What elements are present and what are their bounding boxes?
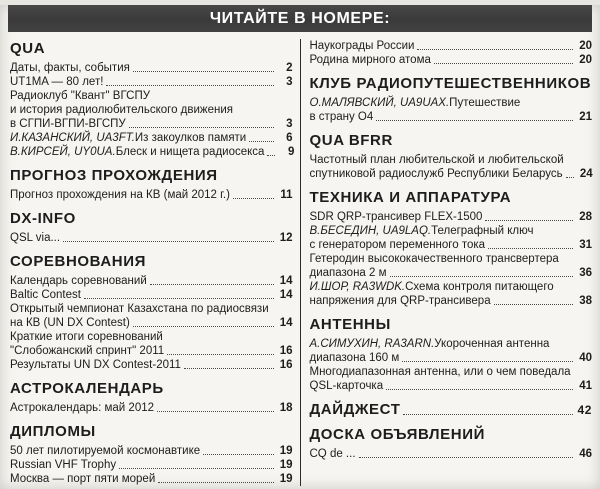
- section-title-text: DX-INFO: [10, 210, 76, 227]
- page-number: 11: [280, 189, 293, 201]
- page-number: 3: [286, 76, 293, 88]
- dot-leader: [184, 368, 274, 369]
- toc-item-line: [310, 379, 593, 393]
- dot-leader: [167, 354, 273, 355]
- toc-section: [310, 190, 593, 308]
- toc-item-line: [10, 358, 293, 372]
- toc-item-line: [310, 252, 593, 266]
- toc-item-text: Russian VHF Trophy: [10, 459, 117, 471]
- toc-section: [310, 133, 593, 181]
- toc-item-line: [310, 294, 593, 308]
- toc-item-line: [310, 238, 593, 252]
- page-number: 21: [579, 111, 592, 123]
- dot-leader: [417, 49, 573, 50]
- toc-item-line: [310, 167, 593, 181]
- toc-item-text: Частотный план любительской и любительской: [309, 154, 564, 166]
- dot-leader: [119, 468, 273, 469]
- toc-item-text: спутниковой радиослужб Республики Беларусь: [309, 168, 563, 180]
- section-title-text: СОРЕВНОВАНИЯ: [10, 253, 146, 270]
- page-number: 18: [279, 402, 293, 414]
- toc-item-text: Родина мирного атома: [309, 54, 431, 66]
- dot-leader: [157, 411, 273, 412]
- toc-item-text: с генератором переменного тока: [309, 239, 486, 251]
- dot-leader: [233, 198, 274, 199]
- page-number: 38: [579, 295, 592, 307]
- toc-item-line: [10, 131, 293, 145]
- toc-item-text: Календарь соревнований: [10, 275, 147, 287]
- section-title-text: КЛУБ РАДИОПУТЕШЕСТВЕННИКОВ: [309, 75, 592, 92]
- toc-item-line: [10, 302, 293, 316]
- page-number: 14: [279, 317, 293, 329]
- page-number: 19: [279, 473, 293, 485]
- section-title: [10, 254, 293, 270]
- toc-item-line: [10, 316, 293, 330]
- section-title: [10, 381, 293, 397]
- page-number: 16: [279, 359, 293, 371]
- toc-item-line: [10, 274, 293, 288]
- toc-item-line: [10, 330, 293, 344]
- toc-item-line: [310, 39, 593, 53]
- toc-item-text: Прогноз прохождения на КВ (май 2012 г.): [10, 189, 230, 201]
- toc-item-line: [10, 231, 293, 245]
- toc-item-line: [310, 53, 593, 67]
- section-title-text: АНТЕННЫ: [309, 316, 391, 333]
- dot-leader: [84, 298, 274, 299]
- section-title: [310, 317, 593, 333]
- toc-item-text: Результаты UN DX Contest-2011: [10, 359, 181, 371]
- dot-leader: [390, 276, 573, 277]
- dot-leader: [402, 361, 573, 362]
- dot-leader: [249, 141, 273, 142]
- toc-item-line: [10, 444, 293, 458]
- page-number: 31: [579, 239, 592, 251]
- toc-item-line: [310, 351, 593, 365]
- section-title-text: ДИПЛОМЫ: [10, 423, 96, 440]
- page-number: 40: [579, 352, 592, 364]
- issue-banner: [8, 5, 592, 32]
- dot-leader: [434, 63, 573, 64]
- dot-leader: [106, 85, 273, 86]
- toc-item-line: [310, 224, 593, 238]
- toc-item-text: Путешествие: [449, 97, 521, 109]
- toc-item-line: [310, 110, 593, 124]
- section-title: [10, 424, 293, 440]
- toc-section: [310, 402, 593, 418]
- toc-item-text: Гетеродин высококачественного трансвертера: [309, 253, 559, 265]
- toc-item-line: [10, 401, 293, 415]
- toc-item-line: [310, 153, 593, 167]
- toc-section: [310, 317, 593, 393]
- section-title: [310, 427, 593, 443]
- toc-item-text: Блеск и нищета радиосекса: [115, 146, 265, 158]
- toc-item-text: Москва — порт пяти морей: [10, 473, 156, 485]
- page-number: 6: [286, 132, 293, 144]
- toc-item-line: [310, 280, 593, 294]
- toc-item-line: [10, 89, 293, 103]
- dot-leader: [63, 241, 273, 242]
- section-title: [310, 133, 593, 149]
- toc-item-text: Схема контроля питающего: [405, 281, 554, 293]
- toc-item-text: UT1MA — 80 лет!: [10, 76, 104, 88]
- toc-item-line: [10, 75, 293, 89]
- toc-item-line: [10, 458, 293, 472]
- page-number: 2: [286, 62, 293, 74]
- toc-item-text: CQ de ...: [309, 448, 356, 460]
- toc-section: [10, 424, 293, 486]
- toc-item-line: [310, 266, 593, 280]
- toc-section: [10, 41, 293, 159]
- page-number: 36: [579, 267, 592, 279]
- dot-leader: [133, 326, 274, 327]
- dot-leader: [494, 304, 573, 305]
- section-title: [310, 190, 593, 206]
- page-number: 20: [579, 40, 592, 52]
- toc-section: [310, 427, 593, 461]
- page-number: 16: [279, 345, 293, 357]
- toc-item-author: А.СИМУХИН, RA3ARN.: [309, 338, 435, 350]
- toc-item-line: [310, 210, 593, 224]
- section-title: [310, 402, 593, 418]
- page-number: 28: [579, 211, 592, 223]
- toc-item-line: [10, 103, 293, 117]
- toc-item-author: О.МАЛЯВСКИЙ, UA9UAX.: [309, 97, 450, 109]
- toc-column-right column-divider: [300, 39, 593, 486]
- toc-item-line: [310, 96, 593, 110]
- dot-leader: [485, 220, 573, 221]
- toc-item-text: QSL-карточка: [309, 380, 384, 392]
- dot-leader: [129, 127, 274, 128]
- dot-leader: [133, 71, 274, 72]
- dot-leader: [386, 389, 573, 390]
- toc-section: [10, 254, 293, 372]
- toc-item-text: Астрокалендарь: май 2012: [10, 402, 155, 414]
- toc-section: [10, 381, 293, 415]
- toc-section: [10, 211, 293, 245]
- dot-leader: [158, 482, 273, 483]
- page-number: 19: [279, 459, 293, 471]
- toc-item-text: Из закоулков памяти: [134, 132, 247, 144]
- banner-title: ЧИТАЙТЕ В НОМЕРЕ:: [209, 9, 391, 27]
- toc-item-text: "Слобожанский спринт" 2011: [10, 345, 165, 357]
- section-title: [310, 76, 593, 92]
- toc-item-line: [10, 188, 293, 202]
- toc-item-line: [10, 344, 293, 358]
- toc-item-line: [10, 145, 293, 159]
- toc-item-line: [10, 117, 293, 131]
- toc-item-text: Даты, факты, события: [10, 62, 130, 74]
- toc-item-text: Укороченная антенна: [434, 338, 550, 350]
- toc-column-left: [10, 39, 300, 486]
- toc-item-line: [310, 337, 593, 351]
- dot-leader: [267, 155, 275, 156]
- toc-item-text: и история радиолюбительского движения: [10, 104, 234, 116]
- toc-item-text: Радиоклуб "Квант" ВГСПУ: [10, 90, 151, 102]
- toc-item-line: [10, 61, 293, 75]
- page-number: 46: [579, 448, 592, 460]
- toc-item-text: Baltic Contest: [10, 289, 81, 301]
- section-title-text: АСТРОКАЛЕНДАРЬ: [10, 380, 164, 397]
- toc-item-text: диапазона 160 м: [309, 352, 400, 364]
- page-number: 12: [279, 232, 293, 244]
- toc-item-text: на КВ (UN DX Contest): [10, 317, 130, 329]
- dot-leader: [376, 120, 573, 121]
- page-number: 19: [279, 445, 293, 457]
- toc-item-text: SDR QRP-трансивер FLEX-1500: [309, 211, 483, 223]
- toc-item-text: в страну О4: [309, 111, 374, 123]
- page-number: 3: [286, 118, 293, 130]
- toc-item-text: 50 лет пилотируемой космонавтике: [10, 445, 201, 457]
- toc-item-author: В.КИРСЕЙ, UY0UA.: [10, 146, 116, 158]
- toc-item-line: [310, 447, 593, 461]
- section-title-text: ДОСКА ОБЪЯВЛЕНИЙ: [309, 426, 485, 443]
- page-number: 14: [279, 275, 293, 287]
- page-number: 14: [279, 289, 293, 301]
- dot-leader: [566, 177, 574, 178]
- toc-item-author: В.БЕСЕДИН, UA9LAQ.: [309, 225, 432, 237]
- page-number: 20: [579, 54, 592, 66]
- section-title-text: QUA BFRR: [309, 132, 393, 149]
- dot-leader: [488, 248, 573, 249]
- toc-item-text: в СГПИ-ВГПИ-ВГСПУ: [10, 118, 126, 130]
- toc-item-author: И.ШОР, RA3WDK.: [309, 281, 406, 293]
- section-title-text: ДАЙДЖЕСТ: [309, 401, 401, 418]
- toc-item-line: [10, 288, 293, 302]
- toc-item-text: QSL via...: [10, 232, 61, 244]
- toc-item-text: диапазона 2 м: [309, 267, 387, 279]
- toc-columns: [0, 32, 600, 486]
- page-number: 24: [579, 168, 593, 180]
- section-title-text: ТЕХНИКА И АППАРАТУРА: [309, 189, 512, 206]
- section-title-text: ПРОГНОЗ ПРОХОЖДЕНИЯ: [10, 167, 218, 184]
- toc-item-text: Открытый чемпионат Казахстана по радиосвязи: [10, 303, 269, 315]
- toc-item-text: Краткие итоги соревнований: [10, 331, 163, 343]
- section-title: [10, 168, 293, 184]
- magazine-toc-page: [0, 5, 600, 489]
- section-title-text: QUA: [10, 40, 46, 57]
- page-number: 41: [579, 380, 592, 392]
- dot-leader: [359, 457, 573, 458]
- dot-leader: [403, 414, 573, 415]
- dot-leader: [150, 284, 274, 285]
- toc-section: [10, 168, 293, 202]
- toc-item-text: Телеграфный ключ: [431, 225, 534, 237]
- toc-item-author: И.КАЗАНСКИЙ, UA3FT.: [10, 132, 135, 144]
- toc-item-text: напряжения для QRP-трансивера: [309, 295, 491, 307]
- toc-item-text: Наукограды России: [309, 40, 415, 52]
- toc-item-text: Многодиапазонная антенна, или о чем поведала: [309, 366, 571, 378]
- page-number: 9: [288, 146, 295, 158]
- section-title: [10, 211, 293, 227]
- toc-section: [310, 76, 593, 124]
- toc-section: [310, 39, 593, 67]
- toc-item-line: [310, 365, 593, 379]
- dot-leader: [203, 454, 273, 455]
- section-title: [10, 41, 293, 57]
- page-number: 42: [577, 403, 592, 417]
